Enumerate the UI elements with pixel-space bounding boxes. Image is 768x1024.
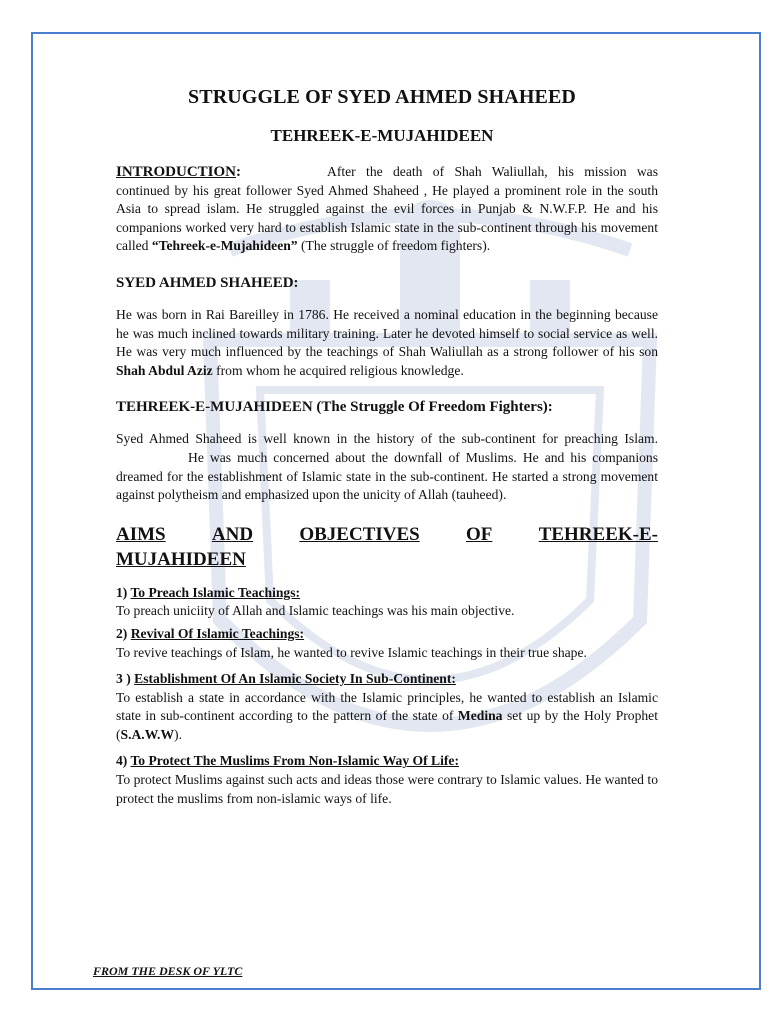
- aim-title: Establishment Of An Islamic Society In Sub-Continent:: [134, 671, 456, 687]
- aim-title: To Protect The Muslims From Non-Islamic Way Of Life:: [130, 753, 459, 769]
- intro-paragraph: INTRODUCTION: After the death of Shah Waliullah, his mission was continued by his great follower Syed Ahmed Shaheed , He played a prominent role in the south Asia to spread islam. He struggled against the evil forces in Punjab & N.W.F.P. He and his companions worked very hard to establish Islamic state in the sub-continent through his movement called “Tehreek-e-Mujahideen” (The struggle of freedom fighters).: [116, 164, 658, 254]
- aim-item: 2) Revival Of Islamic Teachings: To revive teachings of Islam, he wanted to revive Islamic teachings in their true shape.: [116, 625, 658, 662]
- aim-item: 1) To Preach Islamic Teachings: To preach uniciity of Allah and Islamic teachings was his main objective.: [116, 584, 658, 621]
- document-body: [116, 86, 658, 808]
- aim-text: To revive teachings of Islam, he wanted to revive Islamic teachings in their true shape.: [116, 644, 587, 660]
- page-title: STRUGGLE OF SYED AHMED SHAHEED: [188, 86, 576, 108]
- bio-paragraph: He was born in Rai Bareilley in 1786. He received a nominal education in the beginning because he was much inclined towards military training. Later he devoted himself to social service as well. He was very much influenced by the teachings of Shah Waliullah as a strong follower of his son Shah Abdul Aziz from whom he acquired religious knowledge.: [116, 306, 658, 378]
- aim-item: 4) To Protect The Muslims From Non-Islamic Way Of Life: To protect Muslims against such acts and ideas those were contrary to Islamic values. He wanted to protect the muslims from non-islamic ways of life.: [116, 752, 658, 808]
- section-heading-movement: TEHREEK-E-MUJAHIDEEN (The Struggle Of Freedom Fighters):: [116, 399, 553, 416]
- page-footer: FROM THE DESK OF YLTC: [93, 964, 243, 978]
- aim-title: To Preach Islamic Teachings:: [130, 584, 301, 600]
- section-heading-bio: SYED AHMED SHAHEED:: [116, 274, 299, 291]
- movement-paragraph: Syed Ahmed Shaheed is well known in the history of the sub-continent for preaching Islam.He was much concerned about the downfall of Muslims. He and his companions dreamed for the establishment of Islamic state in the sub-continent. He started a strong movement against polytheism and emphasized upon the unicity of Allah (tauheed).: [116, 431, 658, 503]
- page-subtitle: TEHREEK-E-MUJAHIDEEN: [270, 126, 494, 145]
- aims-heading: AIMS AND OBJECTIVES OF TEHREEK-E- MUJAHIDEEN: [116, 523, 658, 570]
- aim-text: To protect Muslims against such acts and ideas those were contrary to Islamic values. He wanted to protect the muslims from non-islamic ways of life.: [116, 772, 658, 806]
- aim-item: 3 ) Establishment Of An Islamic Society In Sub-Continent: To establish a state in accordance with the Islamic principles, he wanted to establish an Islamic state in sub-continent according to the pattern of the state of Medina set up by the Holy Prophet (S.A.W.W).: [116, 670, 658, 744]
- aim-text: To establish a state in accordance with the Islamic principles, he wanted to establish an Islamic state in sub-continent according to the pattern of the state of Medina set up by the Holy Prophet (S.A.W.W).: [116, 689, 658, 742]
- teacher-name: Shah Abdul Aziz: [116, 362, 213, 378]
- movement-name: “Tehreek-e-Mujahideen”: [151, 238, 298, 254]
- aim-text: To preach uniciity of Allah and Islamic teachings was his main objective.: [116, 603, 515, 619]
- intro-heading: INTRODUCTION:: [116, 164, 242, 180]
- aim-title: Revival Of Islamic Teachings:: [130, 625, 305, 641]
